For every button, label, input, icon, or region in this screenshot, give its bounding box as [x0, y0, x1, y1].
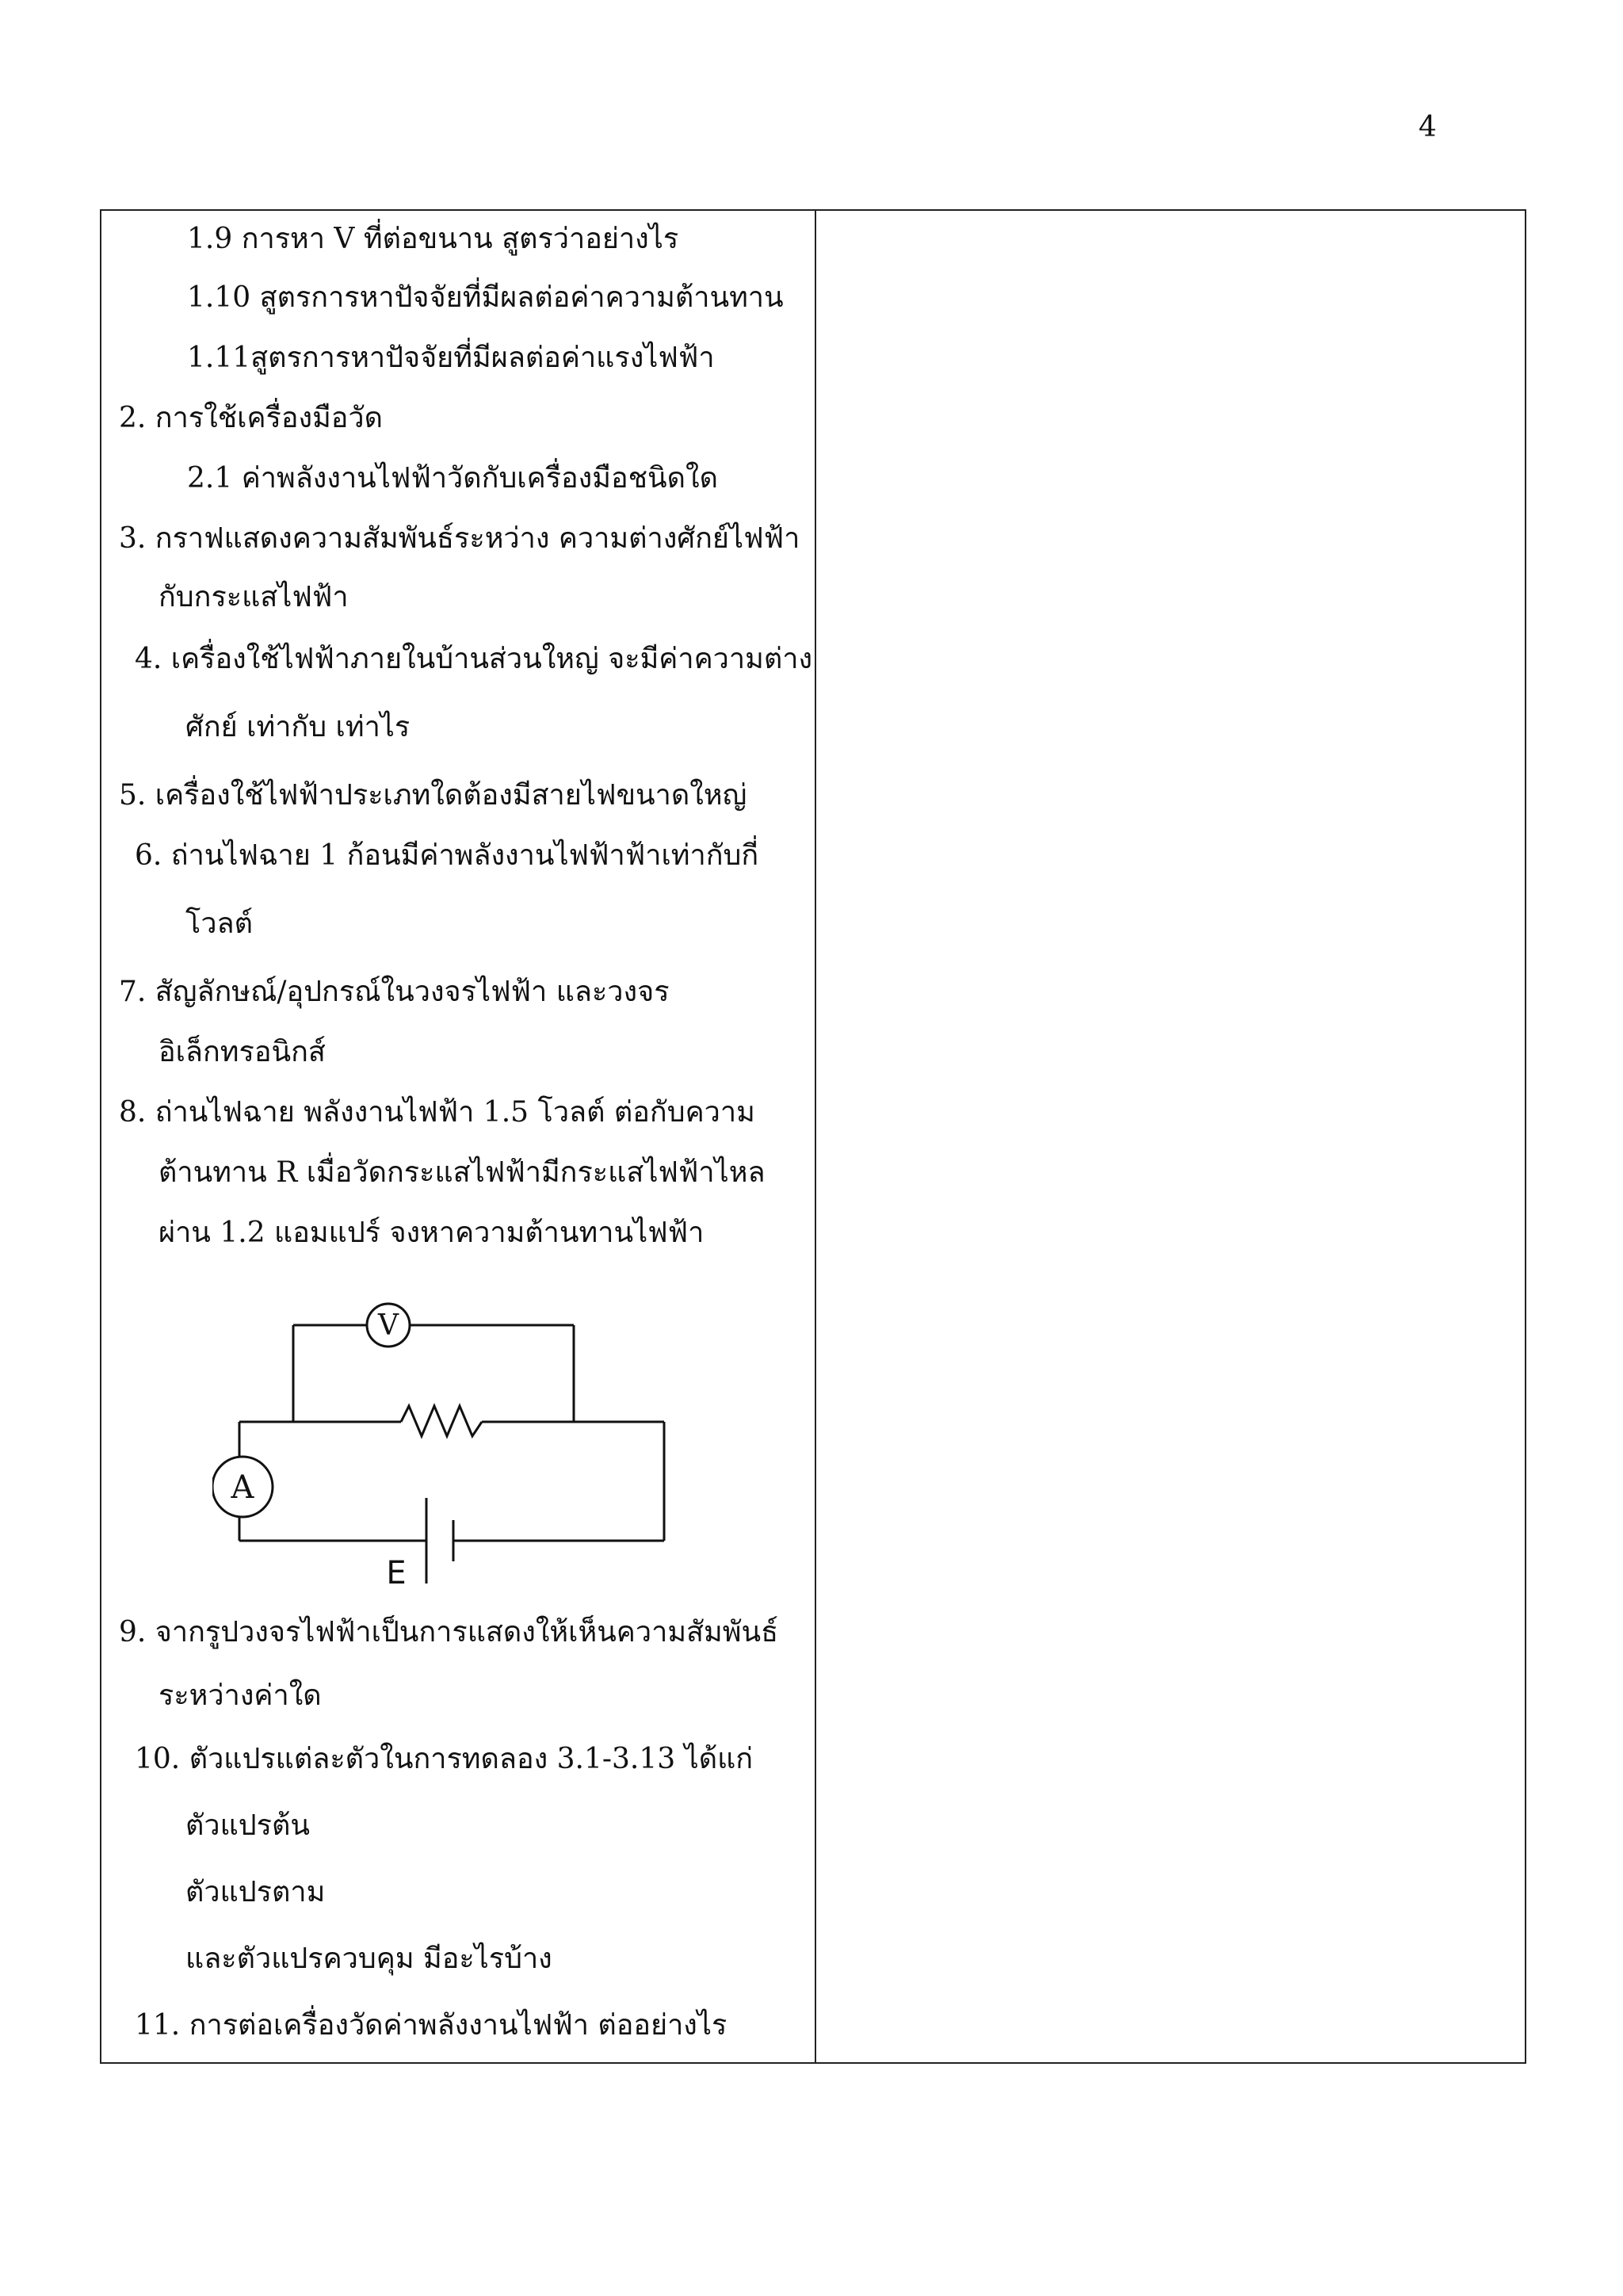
circuit-diagram [212, 1289, 783, 1606]
ammeter-label: A [231, 1469, 254, 1506]
question-line: 6. ถ่านไฟฉาย 1 ก้อนมีค่าพลังงานไฟฟ้าฟ้าเท่ากับกี่ [135, 839, 759, 872]
resistor-symbol [401, 1406, 482, 1436]
voltmeter-label: V [378, 1309, 399, 1342]
question-line: 2. การใช้เครื่องมือวัด [119, 402, 384, 434]
question-line: ระหว่างค่าใด [158, 1679, 322, 1712]
question-line: 10. ตัวแปรแต่ละตัวในการทดลอง 3.1-3.13 ได้แก่ [135, 1743, 754, 1775]
question-line: ผ่าน 1.2 แอมแปร์ จงหาความต้านทานไฟฟ้า [158, 1217, 705, 1249]
question-line: ตัวแปรตาม [185, 1876, 326, 1908]
question-line: และตัวแปรควบคุม มีอะไรบ้าง [185, 1943, 552, 1975]
question-line: 1.10 สูตรการหาปัจจัยที่มีผลต่อค่าความต้านทาน [187, 281, 784, 314]
question-line: 2.1 ค่าพลังงานไฟฟ้าวัดกับเครื่องมือชนิดใด [187, 462, 718, 495]
battery-label: E [386, 1555, 407, 1591]
question-line: 8. ถ่านไฟฉาย พลังงานไฟฟ้า 1.5 โวลต์ ต่อกับความ [119, 1096, 755, 1129]
question-line: 1.11สูตรการหาปัจจัยที่มีผลต่อค่าแรงไฟฟ้า [187, 342, 715, 374]
question-line: กับกระแสไฟฟ้า [158, 581, 349, 613]
page-number: 4 [1419, 111, 1437, 143]
question-line: 1.9 การหา V ที่ต่อขนาน สูตรว่าอย่างไร [187, 223, 679, 255]
question-line: อิเล็กทรอนิกส์ [158, 1036, 326, 1068]
question-line: 4. เครื่องใช้ไฟฟ้าภายในบ้านส่วนใหญ่ จะมีค่าความต่าง [135, 643, 813, 675]
question-line: ตัวแปรต้น [185, 1809, 310, 1842]
question-line: 9. จากรูปวงจรไฟฟ้าเป็นการแสดงให้เห็นความสัมพันธ์ [119, 1616, 779, 1648]
question-line: 7. สัญลักษณ์/อุปกรณ์ในวงจรไฟฟ้า และวงจร [119, 976, 670, 1008]
question-line: ต้านทาน R เมื่อวัดกระแสไฟฟ้ามีกระแสไฟฟ้าไหล [158, 1156, 766, 1189]
question-table [100, 209, 1526, 2064]
question-line: 3. กราฟแสดงความสัมพันธ์ระหว่าง ความต่างศักย์ไฟฟ้า [119, 522, 800, 555]
question-line: โวลต์ [185, 907, 253, 940]
column-divider [815, 211, 816, 2062]
question-line: 11. การต่อเครื่องวัดค่าพลังงานไฟฟ้า ต่ออย่างไร [135, 2009, 727, 2042]
question-line: ศักย์ เท่ากับ เท่าไร [185, 711, 411, 743]
question-line: 5. เครื่องใช้ไฟฟ้าประเภทใดต้องมีสายไฟขนาดใหญ่ [119, 779, 747, 812]
